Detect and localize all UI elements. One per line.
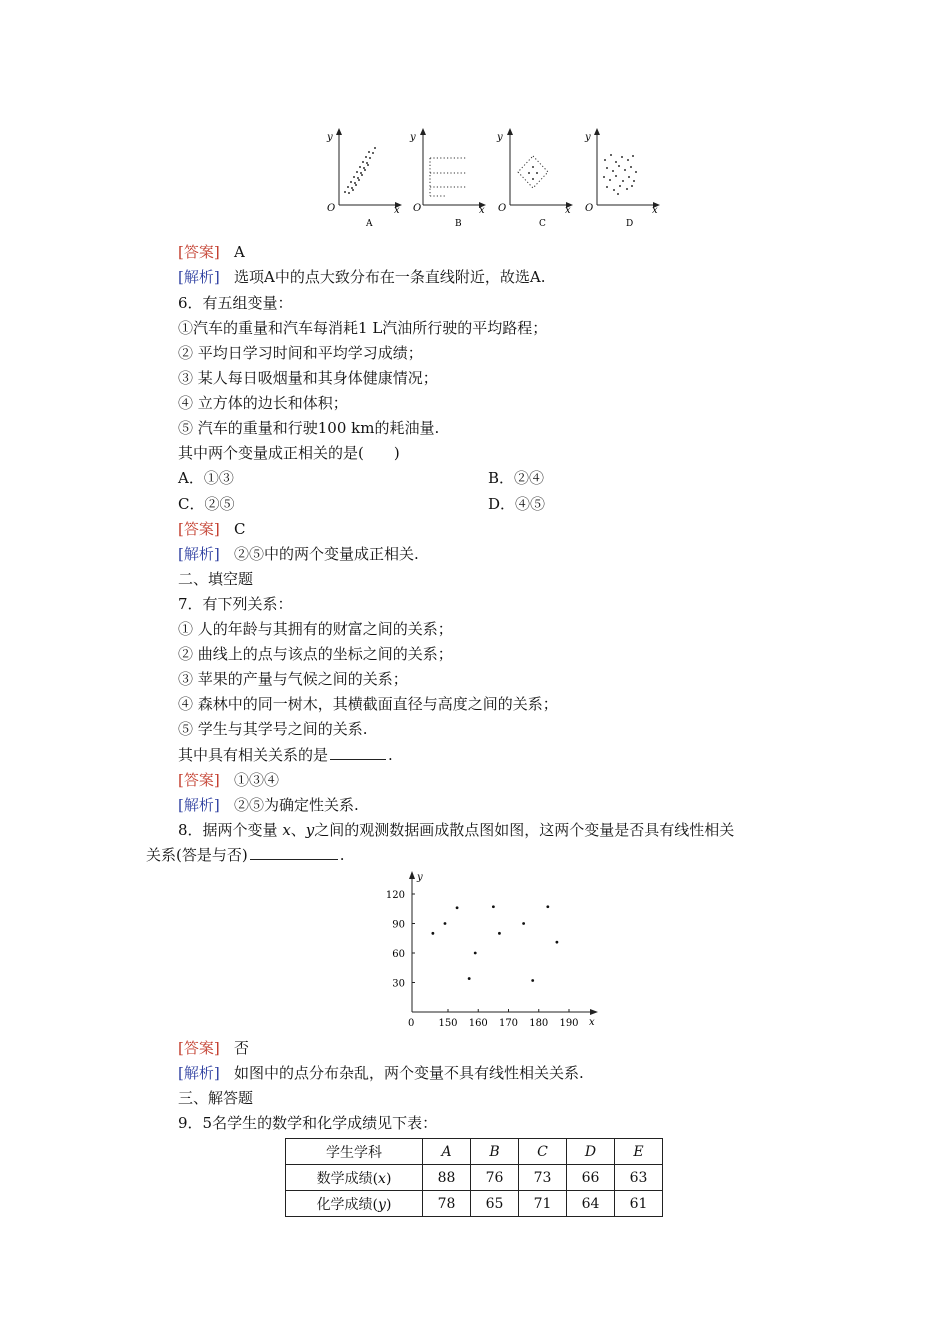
q7-item-2: ② 曲线上的点与该点的坐标之间的关系； — [178, 645, 453, 663]
q6-item-3: ③ 某人每日吸烟量和其身体健康情况； — [178, 369, 438, 387]
table-header-cell: 学生学科 — [286, 1139, 423, 1165]
scatter-point — [468, 977, 471, 980]
mini-plot-c-y-label: y — [497, 132, 503, 143]
mini-plot-a-x-label: x — [394, 205, 400, 216]
table-row-label — [286, 1191, 423, 1217]
mini-plot-b-y-label: y — [410, 132, 416, 143]
q5-analysis-line — [178, 267, 545, 287]
scatter-point — [456, 906, 459, 909]
row-label-text: 数学成绩( — [316, 1170, 379, 1187]
q8-text-2: 之间的观测数据画成散点图如图，这两个变量是否具有线性相关 — [314, 821, 735, 839]
q6-option-b: B．②④ — [488, 469, 545, 487]
mini-plot-c-origin: O — [498, 203, 507, 214]
q7-question-end: . — [388, 746, 393, 764]
x-axis-label: x — [589, 1017, 595, 1028]
table-row — [286, 1191, 663, 1217]
row-label-end: ) — [385, 1170, 392, 1187]
scatter-point — [444, 922, 447, 925]
q7-answer: ①③④ — [234, 771, 280, 789]
q8-analysis: 如图中的点分布杂乱，两个变量不具有线性相关关系. — [234, 1064, 584, 1082]
table-cell: 71 — [519, 1191, 567, 1217]
table-header-cell: C — [519, 1139, 567, 1165]
section-heading-2: 二、填空题 — [178, 570, 254, 588]
scatter-point — [498, 932, 501, 935]
mini-plot-a-label: A — [366, 219, 373, 229]
scatter-point — [431, 932, 434, 935]
answer-blank — [250, 845, 338, 860]
mini-plot-b-label: B — [455, 219, 462, 229]
scatter-point — [531, 979, 534, 982]
answer-tag: [答案] — [178, 243, 220, 261]
table-cell: 88 — [423, 1165, 471, 1191]
analysis-tag: [解析] — [178, 796, 220, 814]
answer-blank — [330, 745, 386, 760]
analysis-tag: [解析] — [178, 1064, 220, 1082]
y-tick-label: 90 — [392, 919, 405, 931]
row-label-var: y — [378, 1196, 386, 1213]
analysis-tag: [解析] — [178, 268, 220, 286]
q8-text-4: . — [339, 846, 345, 864]
q8-var-x: x — [282, 821, 291, 839]
mini-plot-b-x-label: x — [479, 205, 485, 216]
x-tick-label: 190 — [559, 1018, 579, 1029]
mini-plot-d-x-label: x — [652, 205, 658, 216]
q6-analysis-line — [178, 544, 419, 564]
q8-line-1 — [178, 820, 734, 840]
row-label-var: x — [378, 1170, 386, 1187]
q8-answer: 否 — [234, 1039, 250, 1057]
scores-table — [285, 1138, 663, 1217]
q6-option-c: C．②⑤ — [178, 495, 235, 513]
q7-analysis: ②⑤为确定性关系. — [234, 796, 359, 814]
scatter-point — [492, 905, 495, 908]
q6-option-d: D．④⑤ — [488, 495, 546, 513]
scatter-point — [556, 941, 559, 944]
section-heading-3: 三、解答题 — [178, 1089, 254, 1107]
q8-line-2 — [146, 845, 345, 865]
q8-answer-line — [178, 1038, 249, 1058]
x-tick-label: 170 — [498, 1018, 519, 1029]
table-cell: 76 — [471, 1165, 519, 1191]
scatter-point — [474, 952, 477, 955]
q8-text-3: 关系(答是与否) — [146, 846, 248, 864]
x-tick-label: 150 — [438, 1018, 458, 1029]
q8-text-1: 8．据两个变量 — [178, 821, 283, 839]
row-label-end: ) — [385, 1196, 392, 1213]
q7-question-text: 其中具有相关关系的是 — [178, 746, 329, 764]
y-axis-arrow — [409, 871, 415, 879]
q7-analysis-line — [178, 795, 359, 815]
q8-var-y: y — [305, 821, 315, 839]
table-cell: 78 — [423, 1191, 471, 1217]
mini-plot-d-y-label: y — [585, 132, 591, 143]
answer-tag: [答案] — [178, 771, 220, 789]
mini-plot-a — [326, 128, 402, 229]
table-cell: 61 — [615, 1191, 663, 1217]
q6-analysis: ②⑤中的两个变量成正相关. — [234, 545, 419, 563]
q8-analysis-line — [178, 1063, 584, 1083]
q5-answer-line — [178, 242, 245, 262]
table-cell: 65 — [471, 1191, 519, 1217]
mini-plot-d — [584, 128, 660, 229]
q6-question: 其中两个变量成正相关的是( ) — [178, 444, 400, 462]
table-header-cell: E — [615, 1139, 663, 1165]
table-cell: 73 — [519, 1165, 567, 1191]
scatter-point — [522, 922, 525, 925]
q7-item-3: ③ 苹果的产量与气候之间的关系； — [178, 670, 408, 688]
mini-plot-a-y-label: y — [327, 132, 333, 143]
y-tick-label: 120 — [385, 890, 405, 901]
mini-plot-c-label: C — [539, 219, 546, 229]
q6-item-5: ⑤ 汽车的重量和行驶100 km的耗油量. — [178, 419, 440, 437]
table-header-row — [286, 1139, 663, 1165]
x-tick-label: 160 — [468, 1018, 488, 1029]
q8-sep: 、 — [290, 821, 306, 839]
table-cell: 64 — [567, 1191, 615, 1217]
y-tick-label: 30 — [392, 978, 405, 990]
q5-analysis: 选项A中的点大致分布在一条直线附近，故选A. — [234, 268, 546, 286]
mini-plot-c — [496, 128, 573, 229]
mini-plot-c-x-label: x — [565, 205, 571, 216]
y-tick-label: 60 — [392, 949, 405, 960]
q7-stem: 7．有下列关系： — [178, 595, 293, 613]
q9-stem: 9．5名学生的数学和化学成绩见下表： — [178, 1114, 438, 1132]
mini-plot-d-label: D — [626, 219, 634, 229]
table-header-cell: A — [423, 1139, 471, 1165]
analysis-tag: [解析] — [178, 545, 220, 563]
q6-item-2: ② 平均日学习时间和平均学习成绩； — [178, 344, 423, 362]
mini-plot-b — [409, 128, 486, 229]
table-cell: 63 — [615, 1165, 663, 1191]
q6-answer-line — [178, 519, 246, 539]
table-header-cell: B — [471, 1139, 519, 1165]
q6-item-1: ①汽车的重量和汽车每消耗1 L汽油所行驶的平均路程； — [178, 319, 548, 337]
mini-scatter-plots — [0, 0, 950, 230]
table-cell: 66 — [567, 1165, 615, 1191]
q6-option-a: A．①③ — [178, 469, 234, 487]
table-header-cell: D — [567, 1139, 615, 1165]
table-row — [286, 1165, 663, 1191]
answer-tag: [答案] — [178, 520, 220, 538]
q6-item-4: ④ 立方体的边长和体积； — [178, 394, 348, 412]
q7-question — [178, 745, 393, 765]
x-axis-arrow — [590, 1009, 598, 1015]
answer-tag: [答案] — [178, 1039, 220, 1057]
scatter-point — [546, 905, 549, 908]
row-label-text: 化学成绩( — [316, 1196, 379, 1213]
q5-answer: A — [234, 243, 245, 261]
q6-stem: 6．有五组变量： — [178, 294, 293, 312]
q7-answer-line — [178, 770, 279, 790]
mini-plot-b-origin: O — [413, 203, 422, 214]
y-axis-label: y — [417, 872, 423, 883]
mini-plot-a-origin: O — [327, 203, 336, 214]
table-row-label — [286, 1165, 423, 1191]
x-tick-label: 180 — [529, 1018, 549, 1029]
q7-item-1: ① 人的年龄与其拥有的财富之间的关系； — [178, 620, 453, 638]
mini-plot-d-origin: O — [585, 203, 594, 214]
q6-answer: C — [234, 520, 246, 538]
q7-item-4: ④ 森林中的同一树木，其横截面直径与高度之间的关系； — [178, 695, 558, 713]
origin-label: 0 — [408, 1018, 415, 1029]
q7-item-5: ⑤ 学生与其学号之间的关系. — [178, 720, 368, 738]
